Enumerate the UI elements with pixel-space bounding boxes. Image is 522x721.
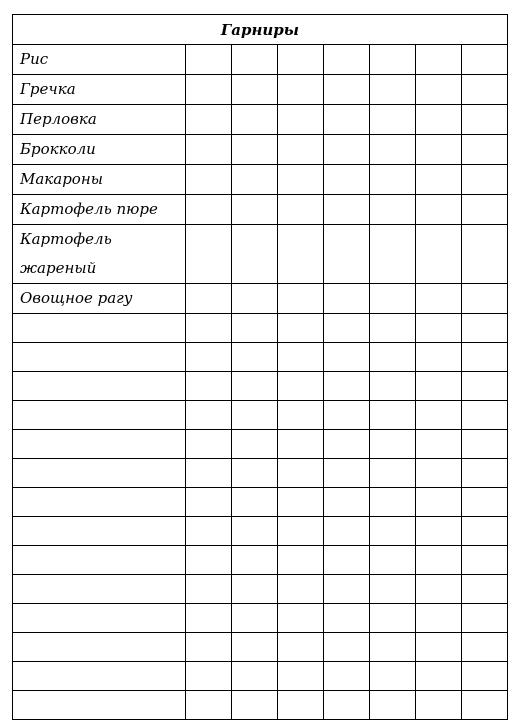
check-cell bbox=[462, 343, 508, 372]
check-cell bbox=[416, 135, 462, 165]
check-cell bbox=[370, 633, 416, 662]
check-cell bbox=[278, 343, 324, 372]
item-name: Картофель пюре bbox=[13, 195, 186, 225]
check-cell bbox=[278, 135, 324, 165]
check-cell bbox=[324, 165, 370, 195]
check-cell bbox=[186, 662, 232, 691]
item-name bbox=[13, 459, 186, 488]
check-cell bbox=[370, 691, 416, 720]
check-cell bbox=[278, 195, 324, 225]
check-cell bbox=[370, 284, 416, 314]
check-cell bbox=[462, 284, 508, 314]
table-row bbox=[13, 430, 508, 459]
table-row bbox=[13, 604, 508, 633]
table-row bbox=[13, 517, 508, 546]
check-cell bbox=[324, 517, 370, 546]
table-row bbox=[13, 343, 508, 372]
check-cell bbox=[370, 546, 416, 575]
check-cell bbox=[186, 372, 232, 401]
check-cell bbox=[186, 430, 232, 459]
item-name bbox=[13, 604, 186, 633]
table-row bbox=[13, 75, 508, 105]
check-cell bbox=[324, 45, 370, 75]
check-cell bbox=[186, 314, 232, 343]
check-cell bbox=[278, 662, 324, 691]
check-cell bbox=[370, 225, 416, 284]
check-cell bbox=[462, 575, 508, 604]
check-cell bbox=[232, 195, 278, 225]
table-row bbox=[13, 401, 508, 430]
check-cell bbox=[278, 546, 324, 575]
check-cell bbox=[324, 575, 370, 604]
table-row bbox=[13, 546, 508, 575]
item-name bbox=[13, 372, 186, 401]
check-cell bbox=[278, 430, 324, 459]
check-cell bbox=[462, 45, 508, 75]
check-cell bbox=[232, 662, 278, 691]
check-cell bbox=[186, 165, 232, 195]
check-cell bbox=[278, 225, 324, 284]
check-cell bbox=[462, 604, 508, 633]
check-cell bbox=[370, 372, 416, 401]
item-name bbox=[13, 488, 186, 517]
item-name bbox=[13, 633, 186, 662]
check-cell bbox=[324, 604, 370, 633]
check-cell bbox=[370, 430, 416, 459]
check-cell bbox=[186, 546, 232, 575]
check-cell bbox=[278, 372, 324, 401]
check-cell bbox=[232, 691, 278, 720]
check-cell bbox=[462, 488, 508, 517]
check-cell bbox=[416, 575, 462, 604]
table-row bbox=[13, 314, 508, 343]
check-cell bbox=[278, 45, 324, 75]
check-cell bbox=[416, 459, 462, 488]
check-cell bbox=[232, 401, 278, 430]
item-name: Рис bbox=[13, 45, 186, 75]
check-cell bbox=[186, 195, 232, 225]
table-row bbox=[13, 284, 508, 314]
check-cell bbox=[462, 662, 508, 691]
item-name bbox=[13, 662, 186, 691]
check-cell bbox=[232, 135, 278, 165]
check-cell bbox=[370, 343, 416, 372]
check-cell bbox=[186, 75, 232, 105]
item-name: Перловка bbox=[13, 105, 186, 135]
check-cell bbox=[416, 343, 462, 372]
check-cell bbox=[462, 517, 508, 546]
check-cell bbox=[462, 633, 508, 662]
check-cell bbox=[278, 604, 324, 633]
garnish-table bbox=[12, 14, 508, 720]
check-cell bbox=[278, 691, 324, 720]
table-row bbox=[13, 633, 508, 662]
check-cell bbox=[462, 691, 508, 720]
table-row bbox=[13, 135, 508, 165]
check-cell bbox=[416, 662, 462, 691]
table-body bbox=[13, 45, 508, 720]
table-row bbox=[13, 372, 508, 401]
check-cell bbox=[416, 195, 462, 225]
item-name bbox=[13, 691, 186, 720]
check-cell bbox=[370, 75, 416, 105]
check-cell bbox=[186, 459, 232, 488]
check-cell bbox=[186, 488, 232, 517]
table-row bbox=[13, 105, 508, 135]
check-cell bbox=[416, 691, 462, 720]
check-cell bbox=[462, 195, 508, 225]
table-title: Гарниры bbox=[13, 15, 508, 45]
table-row bbox=[13, 575, 508, 604]
check-cell bbox=[232, 45, 278, 75]
check-cell bbox=[416, 314, 462, 343]
item-name: Картофель жареный bbox=[13, 225, 186, 284]
check-cell bbox=[462, 135, 508, 165]
item-name: Брокколи bbox=[13, 135, 186, 165]
check-cell bbox=[370, 662, 416, 691]
check-cell bbox=[416, 604, 462, 633]
check-cell bbox=[416, 430, 462, 459]
check-cell bbox=[186, 517, 232, 546]
check-cell bbox=[324, 401, 370, 430]
check-cell bbox=[324, 430, 370, 459]
check-cell bbox=[416, 517, 462, 546]
check-cell bbox=[416, 488, 462, 517]
check-cell bbox=[462, 430, 508, 459]
check-cell bbox=[324, 633, 370, 662]
check-cell bbox=[232, 314, 278, 343]
check-cell bbox=[416, 165, 462, 195]
check-cell bbox=[462, 401, 508, 430]
check-cell bbox=[324, 372, 370, 401]
check-cell bbox=[324, 459, 370, 488]
check-cell bbox=[186, 633, 232, 662]
check-cell bbox=[186, 105, 232, 135]
check-cell bbox=[462, 105, 508, 135]
check-cell bbox=[416, 401, 462, 430]
table-row bbox=[13, 45, 508, 75]
check-cell bbox=[232, 225, 278, 284]
check-cell bbox=[462, 165, 508, 195]
check-cell bbox=[416, 75, 462, 105]
check-cell bbox=[232, 430, 278, 459]
check-cell bbox=[370, 459, 416, 488]
item-name bbox=[13, 343, 186, 372]
check-cell bbox=[186, 343, 232, 372]
check-cell bbox=[186, 225, 232, 284]
check-cell bbox=[278, 75, 324, 105]
table-row bbox=[13, 488, 508, 517]
check-cell bbox=[370, 517, 416, 546]
check-cell bbox=[278, 459, 324, 488]
table-row bbox=[13, 662, 508, 691]
check-cell bbox=[186, 604, 232, 633]
check-cell bbox=[324, 546, 370, 575]
check-cell bbox=[232, 284, 278, 314]
check-cell bbox=[232, 105, 278, 135]
check-cell bbox=[232, 517, 278, 546]
table-row bbox=[13, 165, 508, 195]
check-cell bbox=[232, 604, 278, 633]
check-cell bbox=[416, 225, 462, 284]
check-cell bbox=[370, 575, 416, 604]
check-cell bbox=[462, 459, 508, 488]
check-cell bbox=[232, 372, 278, 401]
check-cell bbox=[278, 165, 324, 195]
check-cell bbox=[324, 105, 370, 135]
check-cell bbox=[370, 314, 416, 343]
check-cell bbox=[324, 662, 370, 691]
check-cell bbox=[278, 401, 324, 430]
check-cell bbox=[232, 633, 278, 662]
check-cell bbox=[416, 372, 462, 401]
check-cell bbox=[462, 314, 508, 343]
check-cell bbox=[278, 284, 324, 314]
table-row bbox=[13, 225, 508, 284]
check-cell bbox=[232, 488, 278, 517]
check-cell bbox=[186, 401, 232, 430]
check-cell bbox=[324, 195, 370, 225]
table-row bbox=[13, 691, 508, 720]
check-cell bbox=[370, 105, 416, 135]
check-cell bbox=[416, 633, 462, 662]
check-cell bbox=[324, 343, 370, 372]
check-cell bbox=[324, 691, 370, 720]
check-cell bbox=[370, 195, 416, 225]
check-cell bbox=[232, 546, 278, 575]
check-cell bbox=[462, 372, 508, 401]
item-name bbox=[13, 430, 186, 459]
table-row bbox=[13, 195, 508, 225]
check-cell bbox=[278, 314, 324, 343]
check-cell bbox=[324, 225, 370, 284]
check-cell bbox=[462, 225, 508, 284]
check-cell bbox=[278, 105, 324, 135]
item-name bbox=[13, 517, 186, 546]
check-cell bbox=[232, 575, 278, 604]
check-cell bbox=[370, 135, 416, 165]
check-cell bbox=[324, 314, 370, 343]
check-cell bbox=[232, 343, 278, 372]
check-cell bbox=[232, 165, 278, 195]
check-cell bbox=[416, 105, 462, 135]
check-cell bbox=[186, 135, 232, 165]
check-cell bbox=[462, 75, 508, 105]
item-name bbox=[13, 546, 186, 575]
check-cell bbox=[370, 401, 416, 430]
check-cell bbox=[186, 45, 232, 75]
item-name bbox=[13, 314, 186, 343]
check-cell bbox=[370, 604, 416, 633]
check-cell bbox=[416, 284, 462, 314]
check-cell bbox=[232, 459, 278, 488]
table-row bbox=[13, 459, 508, 488]
check-cell bbox=[370, 488, 416, 517]
item-name: Гречка bbox=[13, 75, 186, 105]
item-name bbox=[13, 575, 186, 604]
check-cell bbox=[186, 691, 232, 720]
check-cell bbox=[232, 75, 278, 105]
check-cell bbox=[462, 546, 508, 575]
check-cell bbox=[324, 75, 370, 105]
check-cell bbox=[370, 45, 416, 75]
check-cell bbox=[416, 546, 462, 575]
check-cell bbox=[278, 633, 324, 662]
check-cell bbox=[186, 575, 232, 604]
check-cell bbox=[186, 284, 232, 314]
check-cell bbox=[278, 488, 324, 517]
item-name bbox=[13, 401, 186, 430]
check-cell bbox=[416, 45, 462, 75]
check-cell bbox=[324, 284, 370, 314]
check-cell bbox=[370, 165, 416, 195]
item-name: Макароны bbox=[13, 165, 186, 195]
check-cell bbox=[278, 517, 324, 546]
check-cell bbox=[278, 575, 324, 604]
check-cell bbox=[324, 135, 370, 165]
check-cell bbox=[324, 488, 370, 517]
item-name: Овощное рагу bbox=[13, 284, 186, 314]
